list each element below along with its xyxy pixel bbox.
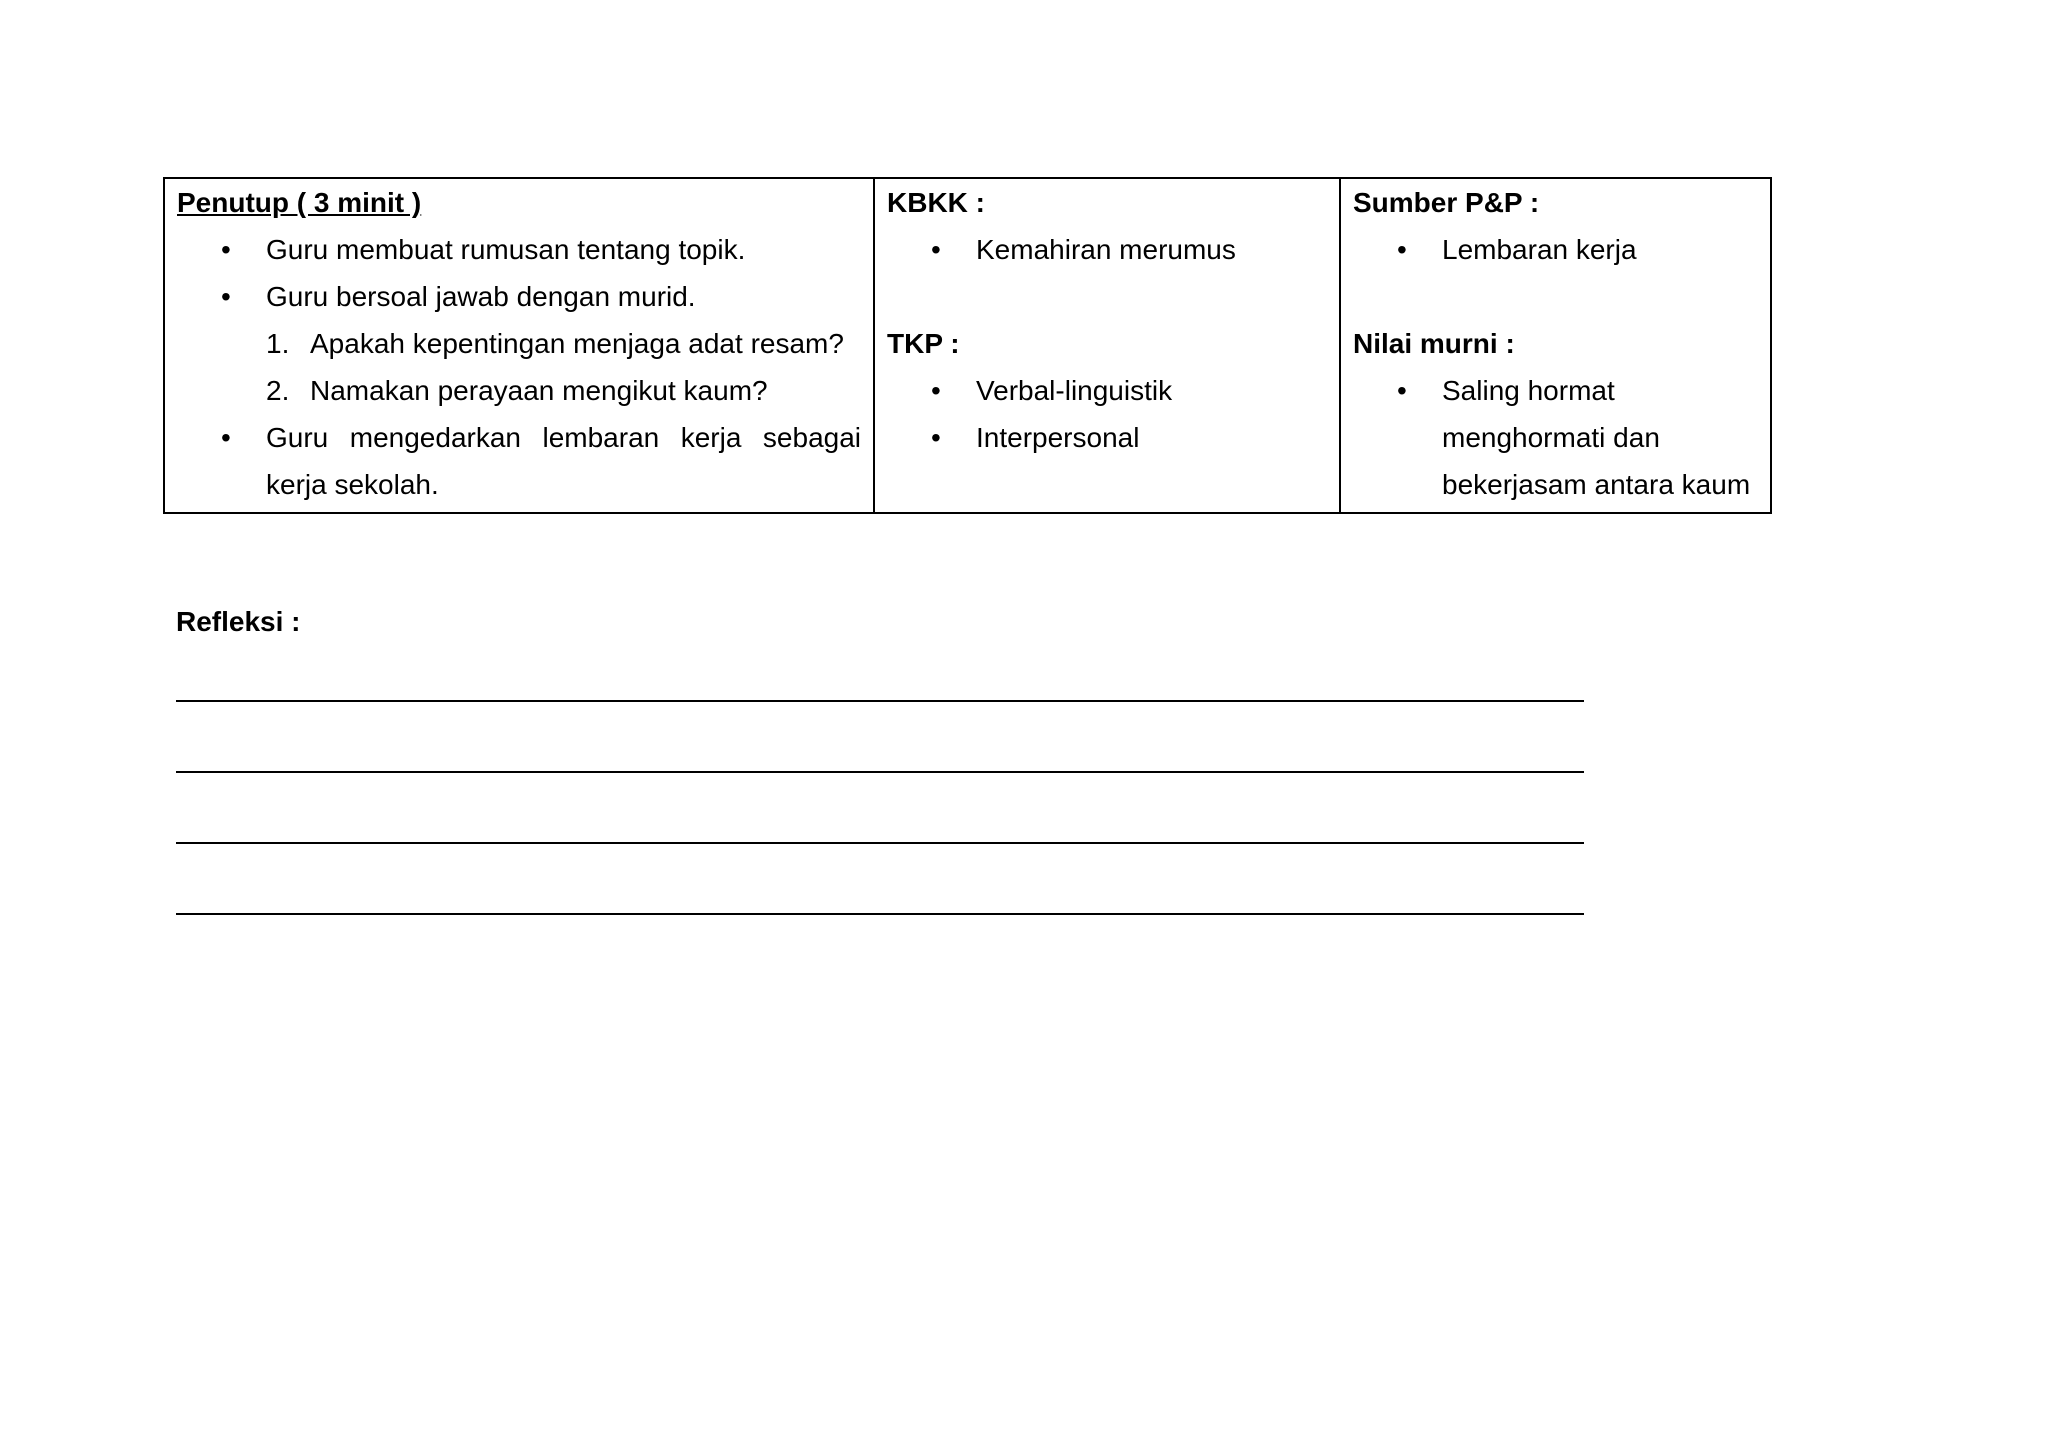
list-item: • Kemahiran merumus	[887, 226, 1327, 273]
reflection-label: Refleksi :	[176, 606, 301, 637]
table-row	[164, 178, 1771, 513]
sumber-title: Sumber P&P :	[1353, 187, 1540, 218]
kbkk-list	[887, 226, 1327, 273]
question-item	[177, 320, 861, 367]
kbkk-title: KBKK :	[887, 187, 985, 218]
list-item: • Saling hormat menghormati dan bekerjasam antara kaum	[1353, 367, 1758, 508]
list-item: • Guru mengedarkan lembaran kerja sebagai kerja sekolah.	[177, 414, 861, 508]
tkp-title: TKP :	[887, 328, 960, 359]
nilai-list	[1353, 367, 1758, 508]
list-item: • Verbal-linguistik	[887, 367, 1327, 414]
list-item-text: Guru bersoal jawab dengan murid.	[266, 281, 696, 312]
question-text: Namakan perayaan mengikut kaum?	[310, 375, 768, 406]
question-number: 2.	[266, 375, 290, 406]
question-number: 1.	[266, 328, 290, 359]
spacer	[887, 273, 1327, 320]
nilai-title: Nilai murni :	[1353, 328, 1515, 359]
question-text: Apakah kepentingan menjaga adat resam?	[310, 328, 844, 359]
question-item	[177, 367, 861, 414]
reflection-line	[176, 771, 1584, 773]
resources-cell	[1340, 178, 1771, 513]
tkp-list	[887, 367, 1327, 461]
closing-title: Penutup ( 3 minit )	[177, 187, 422, 218]
closing-list-continued	[177, 414, 861, 508]
closing-cell	[164, 178, 874, 513]
list-item: • Lembaran kerja	[1353, 226, 1758, 273]
question-list	[177, 320, 861, 414]
list-item	[177, 273, 861, 320]
spacer	[1353, 273, 1758, 320]
closing-list	[177, 226, 861, 320]
sumber-list	[1353, 226, 1758, 273]
list-item: • Interpersonal	[887, 414, 1327, 461]
lesson-plan-table	[163, 177, 1772, 514]
reflection-line	[176, 700, 1584, 702]
list-item: • Guru membuat rumusan tentang topik.	[177, 226, 861, 273]
skills-cell	[874, 178, 1340, 513]
reflection-line	[176, 913, 1584, 915]
reflection-line	[176, 842, 1584, 844]
